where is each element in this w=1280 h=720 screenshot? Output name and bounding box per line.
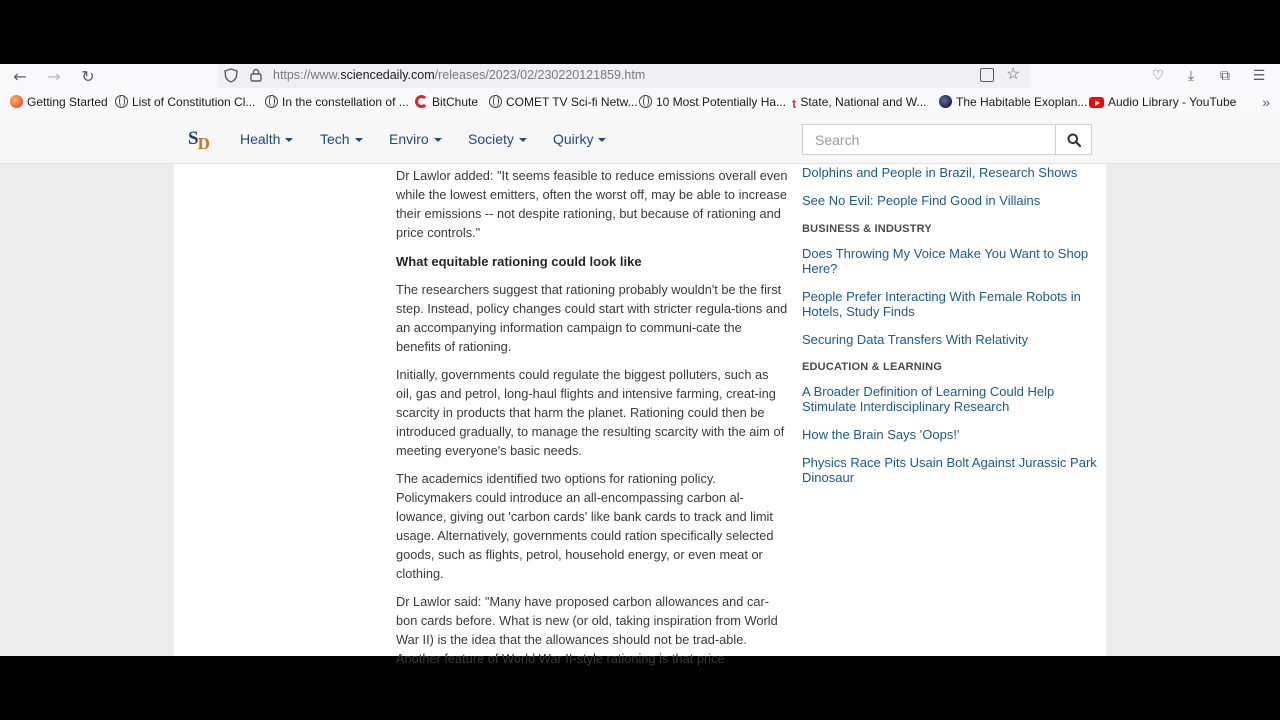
- sciencedaily-logo[interactable]: SD: [188, 128, 210, 153]
- category-education-learning: EDUCATION & LEARNING: [802, 361, 943, 373]
- article-paragraph: The researchers suggest that rationing probably wouldn't be the first step. Instead, policy changes could start with stricter regula-tions and an accompanying information campaign to communi-cate the benefits of rationing.: [396, 282, 788, 354]
- firefox-icon: [10, 95, 23, 108]
- reader-view-icon[interactable]: [980, 68, 994, 82]
- sidebar-link-female-robots[interactable]: People Prefer Interacting With Female Robots in Hotels, Study Finds: [802, 289, 1081, 319]
- navigation-toolbar: [0, 64, 1280, 90]
- bookmark-10-most[interactable]: 10 Most Potentially Ha...: [639, 90, 786, 114]
- sidebar-link-brain-oops[interactable]: How the Brain Says 'Oops!': [802, 427, 960, 442]
- bookmark-constellation[interactable]: In the constellation of ...: [265, 90, 409, 114]
- download-icon[interactable]: ⤓: [1187, 68, 1195, 84]
- browser-window: [0, 64, 1280, 666]
- url-text[interactable]: https://www.sciencedaily.com/releases/2023/02/230220121859.htm: [273, 68, 646, 82]
- bookmark-constitution[interactable]: List of Constitution Cl...: [115, 90, 255, 114]
- bookmark-getting-started[interactable]: Getting Started: [10, 90, 108, 114]
- menu-quirky[interactable]: Quirky: [553, 114, 606, 164]
- article-paragraph: The academics identified two options for rationing policy. Policymakers could introduce an all-encompassing carbon al-lowance, giving out 'carbon cards' like bank cards to track and limit usage. Alternatively, governments could ration specifically selected goods, such as flights, petrol, household energy, or even meat or clothing.: [396, 471, 774, 581]
- more-bookmarks-chevron-icon[interactable]: »: [1262, 94, 1270, 110]
- article-paragraph: Initially, governments could regulate the biggest polluters, such as oil, gas and petrol, long-haul flights and intensive farming, creat-ing scarcity in products that harm the planet. Rationing could then be introduced gradually, to manage the resulting scarcity with the aim of meeting everyone's basic needs.: [396, 367, 785, 458]
- page-content: [174, 164, 1106, 666]
- related-stories-sidebar: [802, 164, 1098, 498]
- bookmark-state-national[interactable]: t State, National and W...: [792, 90, 926, 114]
- youtube-icon: [1089, 97, 1104, 108]
- reload-icon[interactable]: ↻: [81, 67, 95, 86]
- planet-icon: [939, 95, 952, 108]
- article-body: [396, 164, 788, 677]
- sidebar-link-data-transfers[interactable]: Securing Data Transfers With Relativity: [802, 332, 1029, 347]
- article-subheading: What equitable rationing could look like: [396, 254, 642, 269]
- bookmark-audio-library[interactable]: Audio Library - YouTube: [1089, 90, 1236, 114]
- bookmark-star-icon[interactable]: ☆: [1006, 66, 1021, 83]
- globe-icon: [115, 95, 128, 108]
- sidebar-link-broader-learning[interactable]: A Broader Definition of Learning Could Help Stimulate Interdisciplinary Research: [802, 384, 1055, 414]
- sidebar-link-usain-bolt[interactable]: Physics Race Pits Usain Bolt Against Jurassic Park Dinosaur: [802, 455, 1097, 485]
- caret-down-icon: [434, 138, 442, 142]
- pocket-icon[interactable]: ♡: [1151, 68, 1165, 84]
- bookmarks-toolbar: [0, 90, 1280, 114]
- article-paragraph: Dr Lawlor said: "Many have proposed carbon allowances and car-bon cards before. What is new (or old, taking inspiration from World War II) is the idea that the allowances should not be trad-able. Another feature of World War II-style rationing is that price: [396, 594, 778, 666]
- menu-hamburger-icon[interactable]: ☰: [1252, 68, 1266, 84]
- caret-down-icon: [598, 138, 606, 142]
- menu-tech[interactable]: Tech: [320, 114, 363, 164]
- caret-down-icon: [519, 138, 527, 142]
- tumblr-icon: t: [792, 96, 797, 111]
- search-input[interactable]: [802, 124, 1056, 155]
- globe-icon: [639, 95, 652, 108]
- bookmark-habitable-exoplanet[interactable]: The Habitable Exoplan...: [939, 90, 1087, 114]
- sidebar-link-throwing-voice[interactable]: Does Throwing My Voice Make You Want to Shop Here?: [802, 246, 1089, 276]
- bitchute-icon: [415, 95, 428, 108]
- caret-down-icon: [285, 138, 293, 142]
- sidebar-link-see-no-evil[interactable]: See No Evil: People Find Good in Villains: [802, 193, 1041, 208]
- tracking-shield-icon[interactable]: [224, 68, 238, 83]
- sidebar-link-dolphins[interactable]: Dolphins and People in Brazil, Research Shows: [802, 165, 1078, 180]
- forward-arrow-icon[interactable]: →: [47, 67, 61, 86]
- globe-icon: [489, 95, 502, 108]
- menu-health[interactable]: Health: [240, 114, 293, 164]
- search-icon: [1067, 133, 1081, 147]
- globe-icon: [265, 95, 278, 108]
- bookmark-bitchute[interactable]: BitChute: [415, 90, 478, 114]
- search-button[interactable]: [1055, 124, 1092, 155]
- back-arrow-icon[interactable]: ←: [13, 67, 27, 86]
- lock-icon[interactable]: [250, 68, 262, 82]
- extensions-icon[interactable]: ⧉: [1220, 68, 1230, 84]
- bookmark-comet-tv[interactable]: COMET TV Sci-fi Netw...: [489, 90, 638, 114]
- category-business-industry: BUSINESS & INDUSTRY: [802, 223, 932, 235]
- site-header: [0, 114, 1280, 164]
- address-bar[interactable]: [218, 64, 1030, 88]
- menu-society[interactable]: Society: [468, 114, 527, 164]
- menu-enviro[interactable]: Enviro: [389, 114, 442, 164]
- caret-down-icon: [355, 138, 363, 142]
- article-paragraph: Dr Lawlor added: "It seems feasible to reduce emissions overall even while the lowest emitters, often the worst off, may be able to increase their emissions -- not despite rationing, but because of rationing and price controls.": [396, 168, 788, 240]
